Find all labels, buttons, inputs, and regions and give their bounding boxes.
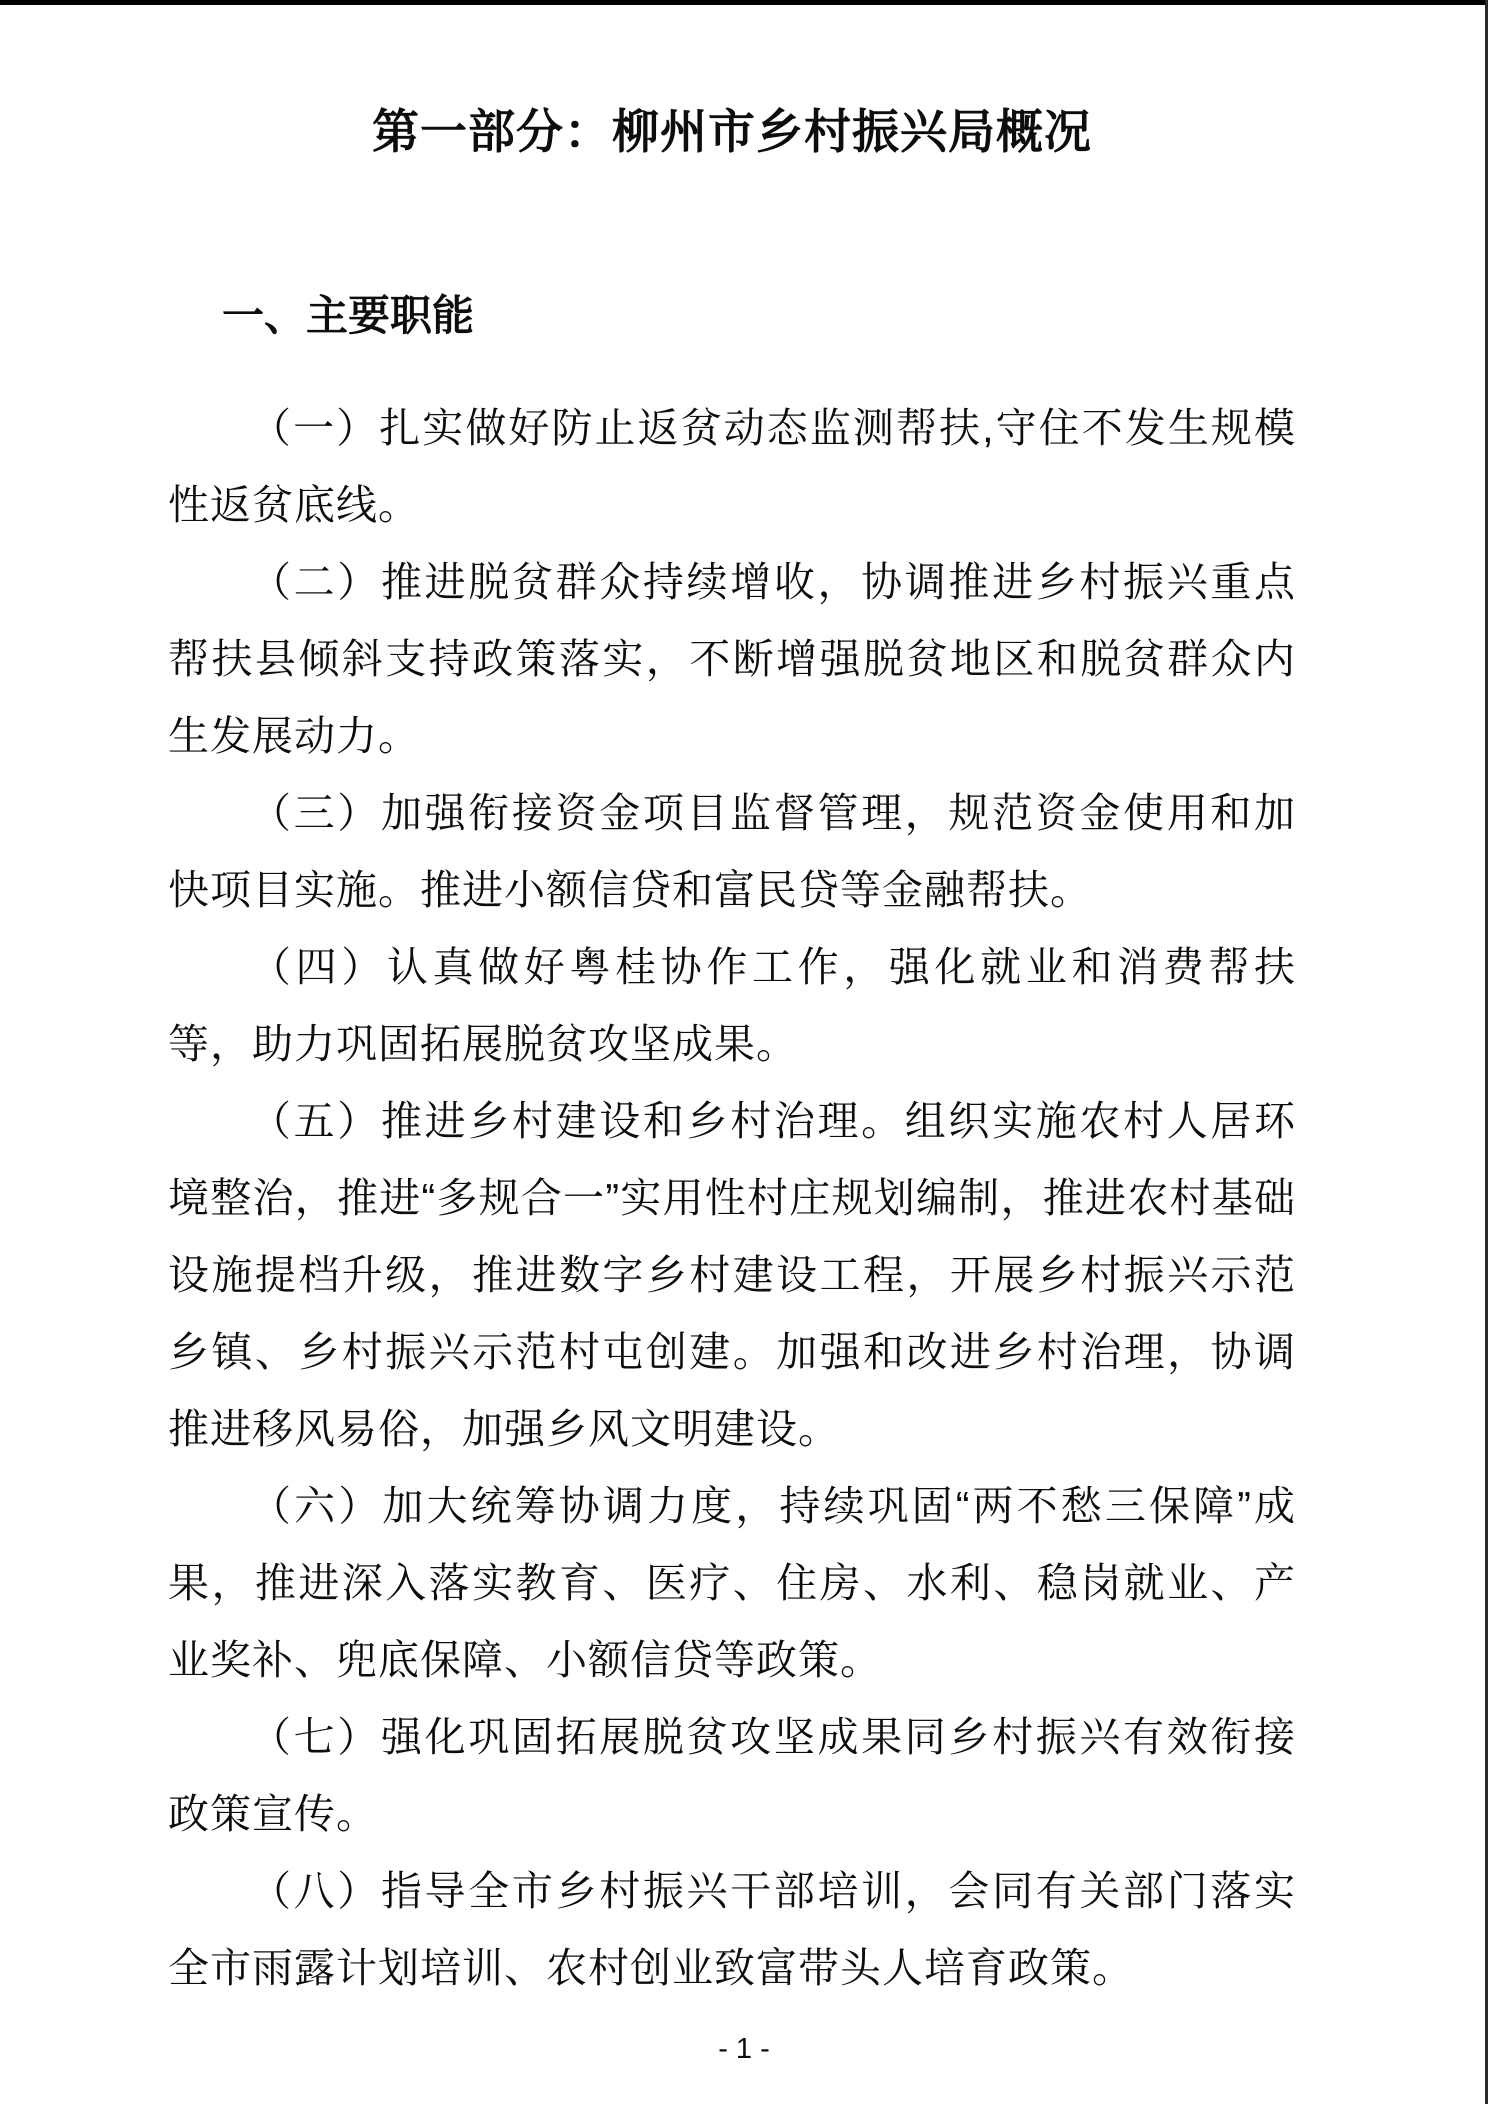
paragraph-7: （七）强化巩固拓展脱贫攻坚成果同乡村振兴有效衔接政策宣传。 — [168, 1714, 1296, 1837]
document-content — [168, 0, 1296, 2007]
page-title: 第一部分：柳州市乡村振兴局概况 — [372, 105, 1092, 158]
page-number: - 1 - — [718, 2033, 770, 2065]
paragraph-2: （二）推进脱贫群众持续增收，协调推进乡村振兴重点帮扶县倾斜支持政策落实，不断增强脱贫地区和脱贫群众内生发展动力。 — [168, 559, 1296, 759]
paragraph-1: （一）扎实做好防止返贫动态监测帮扶,守住不发生规模性返贫底线。 — [168, 405, 1296, 528]
paragraph-list — [168, 390, 1296, 2007]
paragraph-6: （六）加大统筹协调力度，持续巩固“两不愁三保障”成果，推进深入落实教育、医疗、住房、水利、稳岗就业、产业奖补、兜底保障、小额信贷等政策。 — [168, 1483, 1296, 1683]
paragraph-3: （三）加强衔接资金项目监督管理，规范资金使用和加快项目实施。推进小额信贷和富民贷等金融帮扶。 — [168, 790, 1296, 913]
paragraph-8: （八）指导全市乡村振兴干部培训，会同有关部门落实全市雨露计划培训、农村创业致富带头人培育政策。 — [168, 1868, 1296, 1991]
paragraph-4: （四）认真做好粤桂协作工作，强化就业和消费帮扶等，助力巩固拓展脱贫攻坚成果。 — [168, 944, 1296, 1067]
paragraph-5: （五）推进乡村建设和乡村治理。组织实施农村人居环境整治，推进“多规合一”实用性村庄规划编制，推进农村基础设施提档升级，推进数字乡村建设工程，开展乡村振兴示范乡镇、乡村振兴示范村屯创建。加强和改进乡村治理，协调推进移风易俗，加强乡风文明建设。 — [168, 1098, 1296, 1452]
section-heading: 一、主要职能 — [222, 292, 475, 339]
